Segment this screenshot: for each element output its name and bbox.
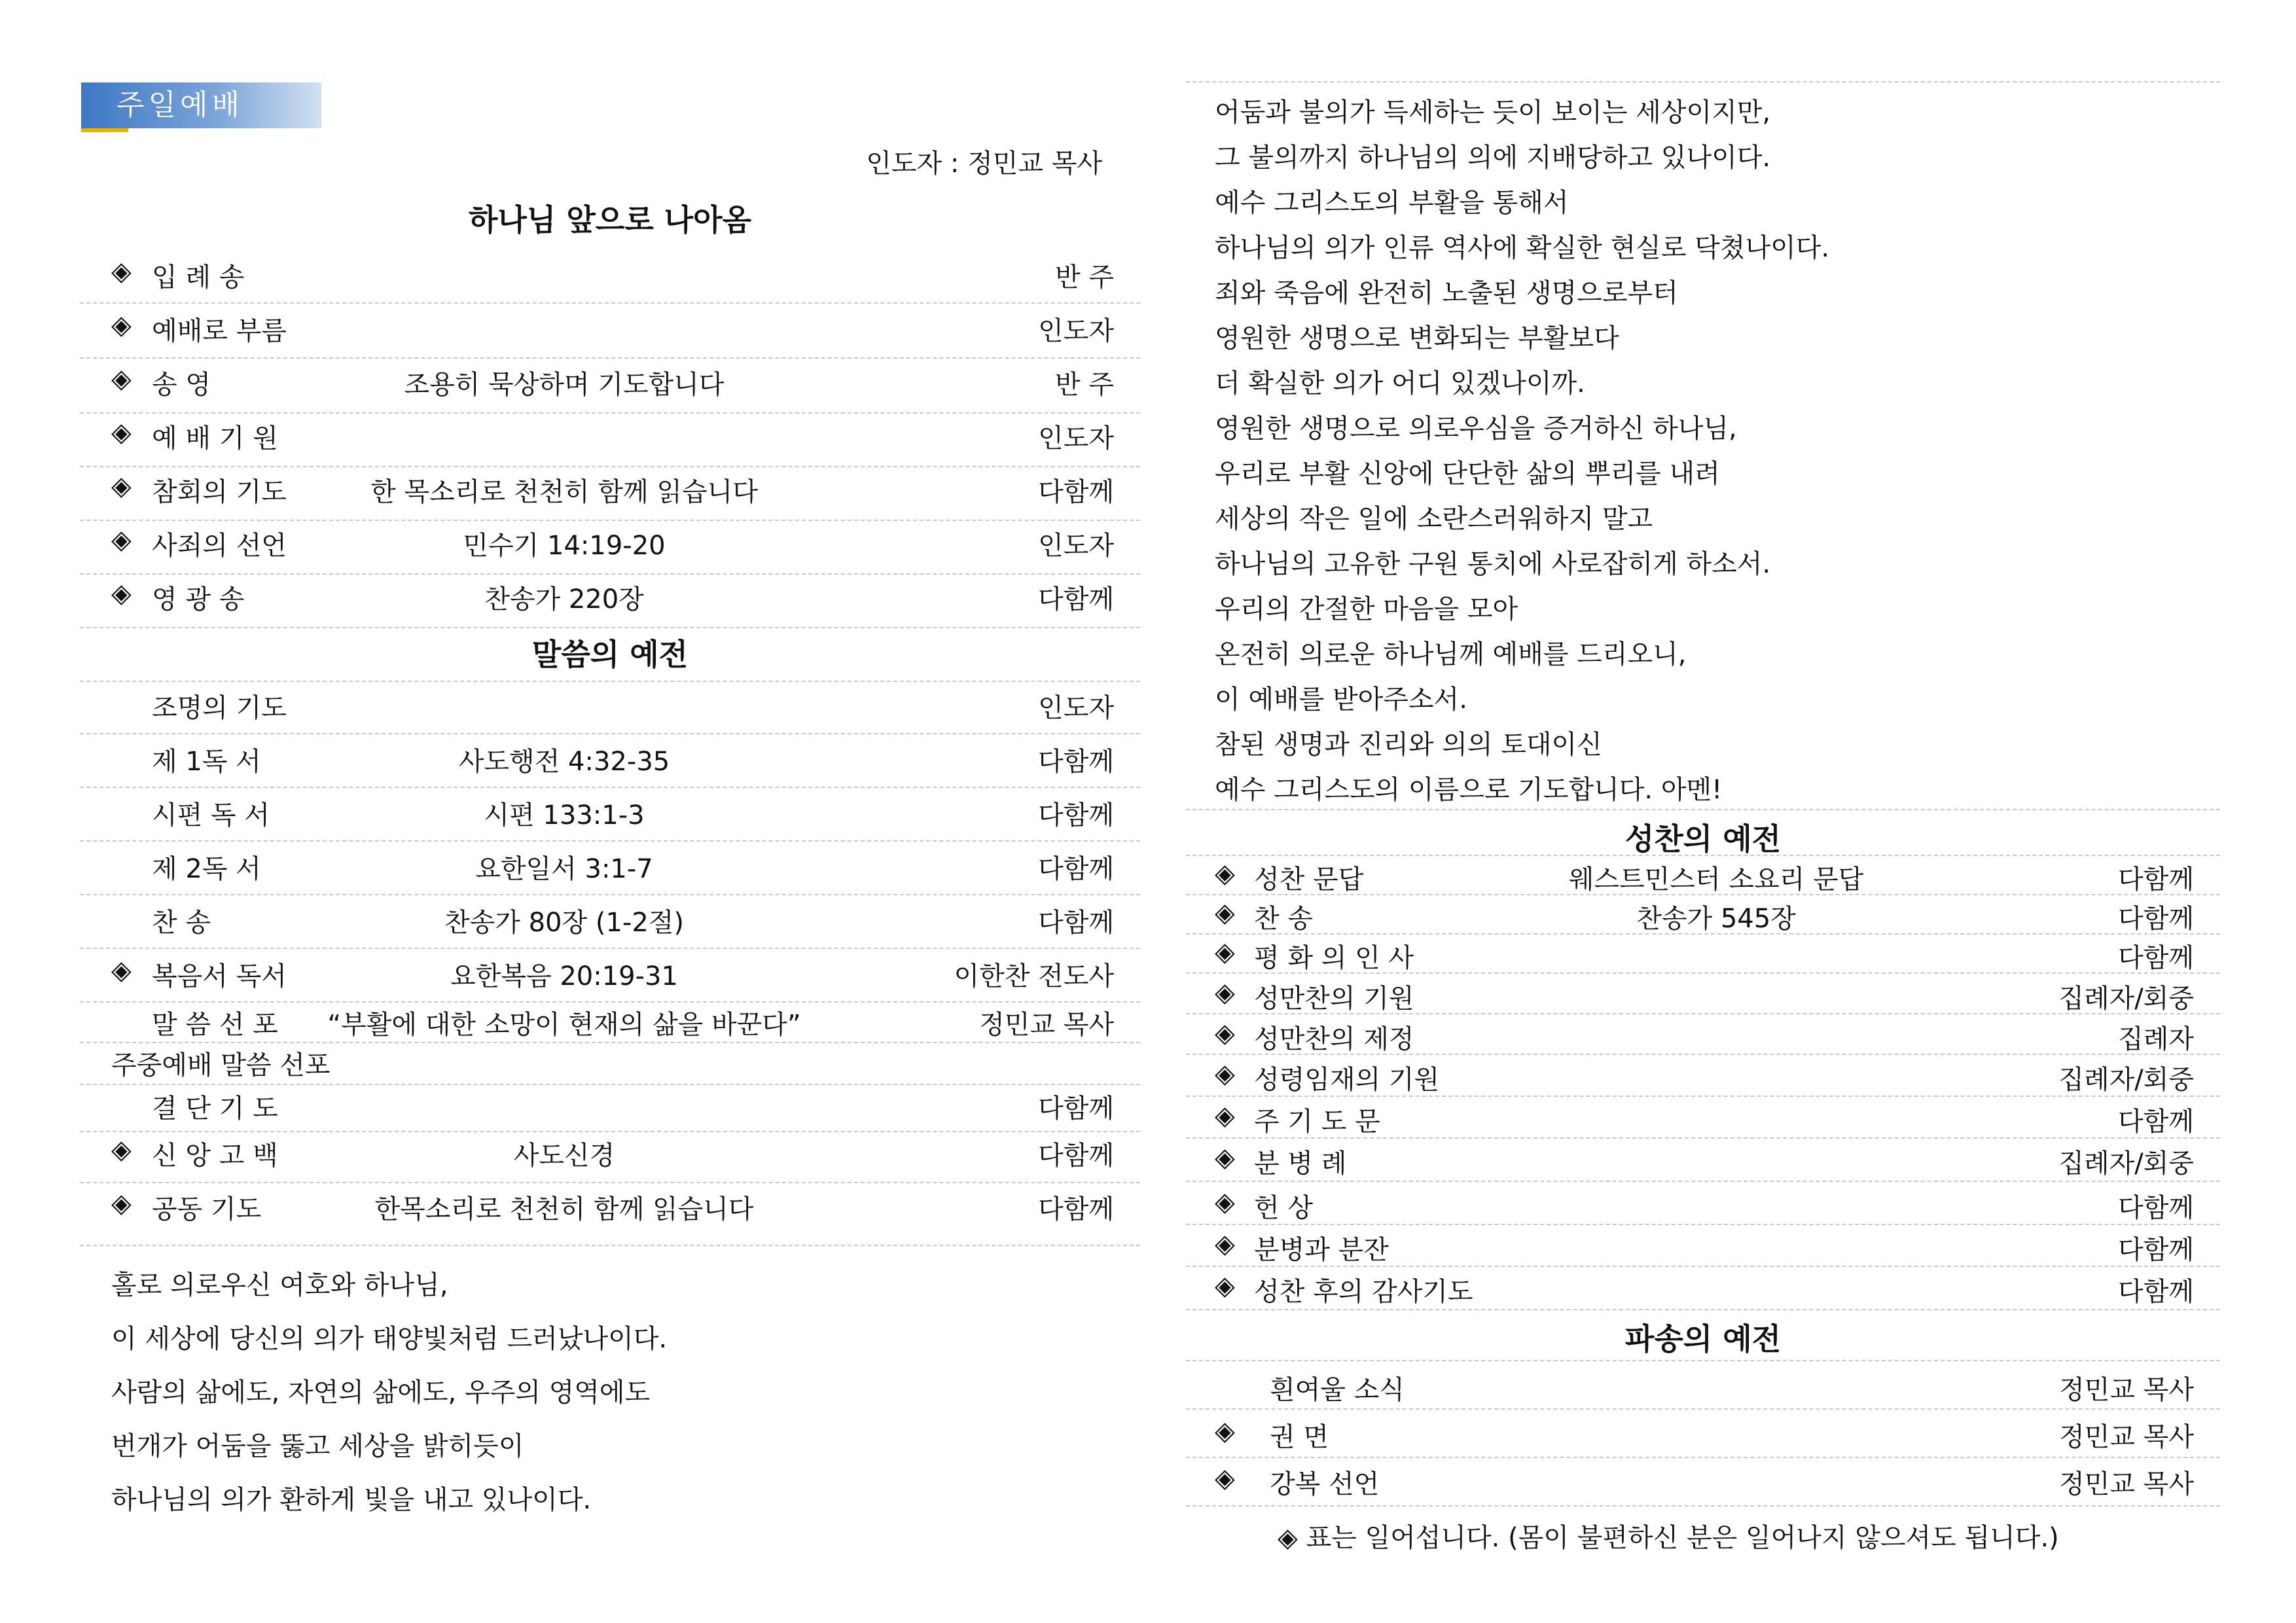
order-label: 참회의 기도 xyxy=(152,477,287,507)
order-leader: 다함께 xyxy=(2118,1193,2194,1223)
order-leader: 집례자/회중 xyxy=(2058,1149,2194,1179)
diamond-icon: ◈ xyxy=(111,310,132,340)
diamond-icon: ◈ xyxy=(111,418,132,448)
order-row xyxy=(80,736,1140,788)
prayer-line: 영원한 생명으로 의로우심을 증거하신 하나님, xyxy=(1215,414,1737,444)
order-label: 신 앙 고 백 xyxy=(152,1141,278,1171)
order-row xyxy=(1186,856,2220,895)
order-row xyxy=(1186,1183,2220,1225)
order-label: 송 영 xyxy=(152,370,211,400)
order-label: 공동 기도 xyxy=(152,1194,262,1224)
header-tag-text: 주일예배 xyxy=(117,88,244,122)
order-label: 입 례 송 xyxy=(152,262,245,293)
order-detail: 사도행전 4:32-35 xyxy=(458,747,670,777)
order-row xyxy=(1186,1140,2220,1182)
order-detail: 찬송가 80장 (1-2절) xyxy=(444,908,685,938)
order-label: 주 기 도 문 xyxy=(1254,1107,1380,1137)
order-row xyxy=(1186,1411,2220,1458)
prayer-line: 어둠과 불의가 득세하는 듯이 보이는 세상이지만, xyxy=(1215,98,1771,128)
diamond-icon: ◈ xyxy=(1215,1463,1235,1493)
diamond-icon: ◈ xyxy=(111,579,132,609)
order-leader: 다함께 xyxy=(2118,943,2194,973)
order-leader: 정민교 목사 xyxy=(2059,1469,2194,1499)
order-detail: 한목소리로 천천히 함께 읽습니다 xyxy=(374,1194,754,1224)
order-leader: 다함께 xyxy=(1038,1094,1114,1124)
order-row xyxy=(80,576,1140,628)
prayer-line: 하나님의 의가 환하게 빛을 내고 있나이다. xyxy=(111,1485,592,1515)
order-label: 분 병 례 xyxy=(1254,1149,1347,1179)
order-label: 찬 송 xyxy=(1254,904,1313,934)
order-leader: 다함께 xyxy=(2118,1277,2194,1307)
order-row xyxy=(1186,895,2220,935)
order-detail: 한 목소리로 천천히 함께 읽습니다 xyxy=(370,477,758,507)
order-label: 말 씀 선 포 xyxy=(152,1010,278,1040)
prayer-line: 우리로 부활 신앙에 단단한 삶의 뿌리를 내려 xyxy=(1215,459,1720,489)
diamond-icon: ◈ xyxy=(111,525,132,555)
order-leader: 다함께 xyxy=(1038,584,1114,615)
prayer-line: 영원한 생명으로 변화되는 부활보다 xyxy=(1215,323,1619,353)
diamond-icon: ◈ xyxy=(1215,1018,1235,1048)
order-detail: 요한일서 3:1-7 xyxy=(475,854,653,884)
diamond-icon: ◈ xyxy=(1215,1416,1235,1446)
order-leader: 인도자 xyxy=(1038,316,1114,346)
diamond-icon: ◈ xyxy=(1215,978,1235,1008)
prayer-line: 번개가 어둠을 뚫고 세상을 밝히듯이 xyxy=(111,1431,524,1461)
leader-line: 인도자 : 정민교 목사 xyxy=(866,149,1102,179)
order-label: 권 면 xyxy=(1270,1422,1329,1452)
order-label: 예배로 부름 xyxy=(152,316,287,346)
order-label: 흰여울 소식 xyxy=(1270,1375,1405,1405)
order-label: 성찬 문답 xyxy=(1254,865,1364,895)
order-detail: 요한복음 20:19-31 xyxy=(450,961,678,991)
order-leader: 집례자 xyxy=(2118,1024,2194,1054)
left-column xyxy=(80,0,1140,1623)
order-leader: 다함께 xyxy=(2118,1107,2194,1137)
diamond-icon: ◈ xyxy=(1215,859,1235,889)
divider xyxy=(1186,809,2220,810)
order-leader: 반 주 xyxy=(1055,370,1114,400)
order-row xyxy=(80,306,1140,359)
order-label: 제 1독 서 xyxy=(152,747,261,777)
diamond-icon: ◈ xyxy=(1215,1271,1235,1301)
order-label: 평 화 의 인 사 xyxy=(1254,943,1414,973)
order-leader: 다함께 xyxy=(1038,908,1114,938)
prayer-line: 예수 그리스도의 이름으로 기도합니다. 아멘! xyxy=(1215,775,1723,805)
order-leader: 다함께 xyxy=(1038,800,1114,830)
order-row xyxy=(80,682,1140,734)
order-row xyxy=(80,1133,1140,1183)
diamond-icon: ◈ xyxy=(1215,1143,1235,1173)
diamond-icon: ◈ xyxy=(1215,937,1235,967)
standing-footnote: ◈ 표는 일어섭니다. (몸이 불편하신 분은 일어나지 않으셔도 됩니다.) xyxy=(1278,1523,2059,1553)
prayer-line: 홀로 의로우신 여호와 하나님, xyxy=(111,1270,448,1300)
order-detail: 민수기 14:19-20 xyxy=(463,531,666,561)
order-label: 성찬 후의 감사기도 xyxy=(1254,1277,1473,1307)
prayer-line: 온전히 의로운 하나님께 예배를 드리오니, xyxy=(1215,639,1687,669)
diamond-icon: ◈ xyxy=(1215,1059,1235,1089)
diamond-icon: ◈ xyxy=(1215,1187,1235,1217)
order-label: 복음서 독서 xyxy=(152,961,287,991)
prayer-line: 더 확실한 의가 어디 있겠나이까. xyxy=(1215,368,1585,399)
divider xyxy=(1186,81,2220,82)
order-leader: 다함께 xyxy=(2118,1235,2194,1265)
prayer-line: 하나님의 고유한 구원 통치에 사로잡히게 하소서. xyxy=(1215,549,1771,579)
order-leader: 인도자 xyxy=(1038,531,1114,561)
section-title-eucharist: 성찬의 예전 xyxy=(1624,821,1782,857)
order-label: 강복 선언 xyxy=(1270,1469,1380,1499)
order-row xyxy=(80,361,1140,414)
prayer-line: 예수 그리스도의 부활을 통해서 xyxy=(1215,188,1569,218)
order-row xyxy=(80,950,1140,1003)
diamond-icon: ◈ xyxy=(111,955,132,986)
prayer-line: 참된 생명과 진리와 의의 토대이신 xyxy=(1215,730,1602,760)
order-leader: 다함께 xyxy=(1038,1194,1114,1224)
order-leader: 다함께 xyxy=(1038,1141,1114,1171)
order-leader: 정민교 목사 xyxy=(2059,1422,2194,1452)
prayer-line: 우리의 간절한 마음을 모아 xyxy=(1215,594,1518,624)
order-detail: 조용히 묵상하며 기도합니다 xyxy=(404,370,725,400)
order-label: 분병과 분잔 xyxy=(1254,1235,1389,1265)
order-leader: 이한찬 전도사 xyxy=(954,961,1114,991)
order-row xyxy=(1186,1056,2220,1097)
prayer-line: 사람의 삶에도, 자연의 삶에도, 우주의 영역에도 xyxy=(111,1378,651,1408)
diamond-icon: ◈ xyxy=(111,471,132,501)
prayer-line: 하나님의 의가 인류 역사에 확실한 현실로 닥쳤나이다. xyxy=(1215,233,1830,263)
order-label: 찬 송 xyxy=(152,908,211,938)
order-leader: 집례자/회중 xyxy=(2058,984,2194,1014)
order-row xyxy=(1186,1268,2220,1310)
order-row xyxy=(1186,1098,2220,1139)
order-row xyxy=(1186,935,2220,974)
order-leader: 인도자 xyxy=(1038,423,1114,454)
order-row xyxy=(80,789,1140,842)
order-row xyxy=(1186,1226,2220,1267)
order-row xyxy=(80,1185,1140,1246)
order-row xyxy=(1186,1459,2220,1507)
order-label: 성령임재의 기원 xyxy=(1254,1065,1440,1095)
order-leader: 집례자/회중 xyxy=(2058,1065,2194,1095)
order-row xyxy=(80,843,1140,895)
diamond-icon: ◈ xyxy=(111,1135,132,1165)
diamond-icon: ◈ xyxy=(1215,898,1235,928)
prayer-line: 이 예배를 받아주소서. xyxy=(1215,685,1467,715)
order-leader: 다함께 xyxy=(2118,904,2194,934)
order-row xyxy=(1186,1016,2220,1055)
section-title-sending: 파송의 예전 xyxy=(1624,1321,1782,1357)
order-label: 시편 독 서 xyxy=(152,800,270,830)
order-label: 영 광 송 xyxy=(152,584,245,615)
order-detail: 찬송가 545장 xyxy=(1636,904,1796,934)
order-label: 사죄의 선언 xyxy=(152,531,287,561)
diamond-icon: ◈ xyxy=(1215,1101,1235,1131)
order-row xyxy=(80,254,1140,304)
diamond-icon: ◈ xyxy=(111,257,132,287)
order-leader: 정민교 목사 xyxy=(2059,1375,2194,1405)
order-label: 헌 상 xyxy=(1254,1193,1313,1223)
diamond-icon: ◈ xyxy=(111,1188,132,1219)
diamond-icon: ◈ xyxy=(111,364,132,394)
order-leader: 다함께 xyxy=(1038,747,1114,777)
prayer-line: 그 불의까지 하나님의 의에 지배당하고 있나이다. xyxy=(1215,143,1771,173)
order-row xyxy=(80,415,1140,467)
right-column xyxy=(1186,0,2220,1623)
section-title-word: 말씀의 예전 xyxy=(531,637,689,672)
order-leader: 다함께 xyxy=(1038,854,1114,884)
order-label: 제 2독 서 xyxy=(152,854,261,884)
order-row xyxy=(80,1004,1140,1043)
order-leader: 반 주 xyxy=(1055,262,1114,293)
order-row xyxy=(1186,1361,2220,1410)
prayer-line: 세상의 작은 일에 소란스러워하지 말고 xyxy=(1215,504,1653,534)
order-row xyxy=(1186,975,2220,1014)
order-detail: 웨스트민스터 소요리 문답 xyxy=(1568,865,1864,895)
order-label: 예 배 기 원 xyxy=(152,423,278,454)
order-label: 성만찬의 기원 xyxy=(1254,984,1414,1014)
order-row xyxy=(80,1085,1140,1132)
order-leader: 다함께 xyxy=(2118,865,2194,895)
weekday-sermon-label: 주중예배 말씀 선포 xyxy=(111,1050,331,1080)
order-detail: 사도신경 xyxy=(513,1141,615,1171)
order-row xyxy=(80,469,1140,521)
order-detail: 찬송가 220장 xyxy=(484,584,644,615)
order-leader: 정민교 목사 xyxy=(979,1010,1114,1040)
order-row xyxy=(80,522,1140,575)
order-label: 조명의 기도 xyxy=(152,693,287,723)
order-detail: 시편 133:1-3 xyxy=(484,800,645,830)
prayer-line: 죄와 죽음에 완전히 노출된 생명으로부터 xyxy=(1215,278,1678,308)
order-leader: 인도자 xyxy=(1038,693,1114,723)
order-label: 결 단 기 도 xyxy=(152,1094,278,1124)
order-detail: “부활에 대한 소망이 현재의 삶을 바꾼다” xyxy=(327,1010,801,1040)
prayer-line: 이 세상에 당신의 의가 태양빛처럼 드러났나이다. xyxy=(111,1324,668,1354)
order-leader: 다함께 xyxy=(1038,477,1114,507)
section-title-approach: 하나님 앞으로 나아옴 xyxy=(469,202,751,238)
order-row xyxy=(80,897,1140,949)
order-label: 성만찬의 제정 xyxy=(1254,1024,1414,1054)
diamond-icon: ◈ xyxy=(1215,1229,1235,1259)
